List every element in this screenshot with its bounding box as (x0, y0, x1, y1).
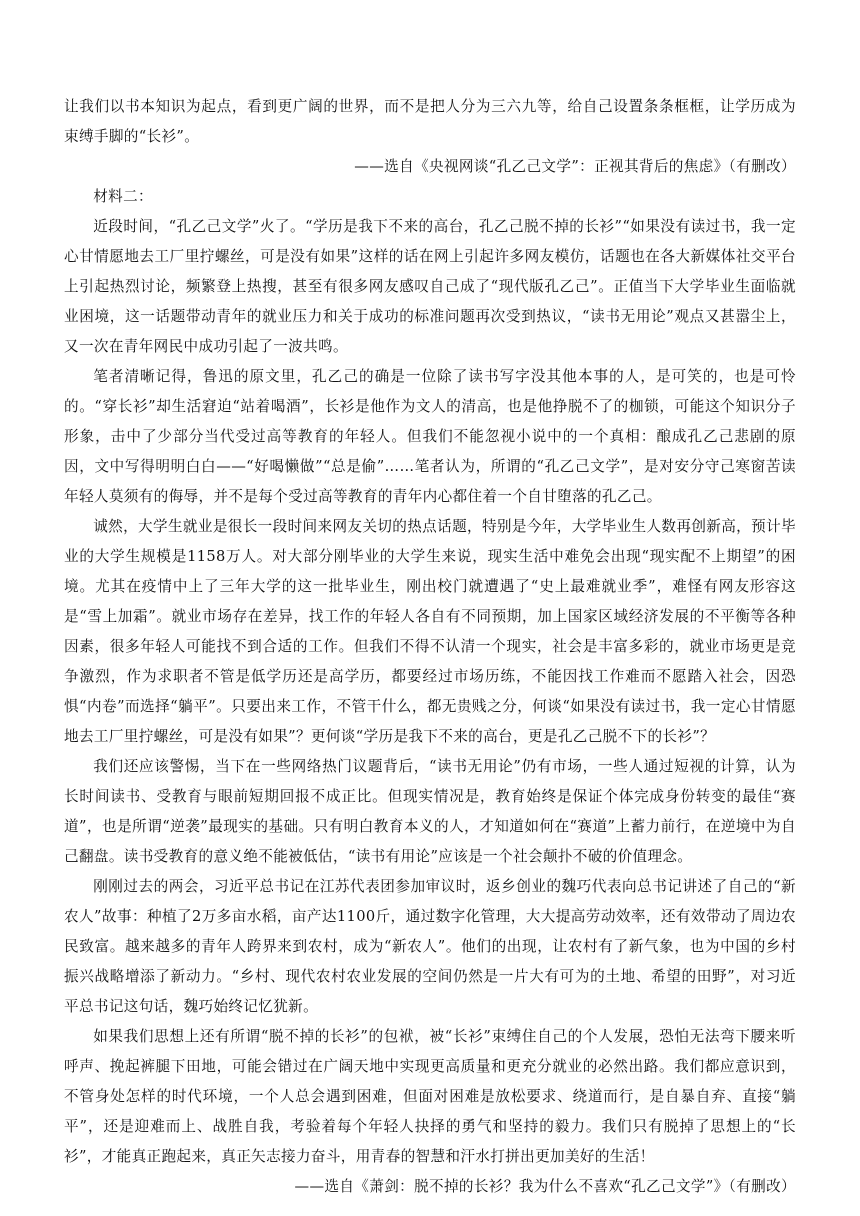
body-paragraph-3: 诚然，大学生就业是很长一段时间来网友关切的热点话题，特别是今年，大学毕业生人数再创新高，预计毕业的大学生规模是1158万人。对大部分刚毕业的大学生来说，现实生活中难免会出现“现实配不上期望”的困境。尤其在疫情中上了三年大学的这一批毕业生，刚出校门就遭遇了“史上最难就业季”，难怪有网友形容这是“雪上加霜”。就业市场存在差异，找工作的年轻人各自有不同预期，加上国家区域经济发展的不平衡等各种因素，很多年轻人可能找不到合适的工作。但我们不得不认清一个现实，社会是丰富多彩的，就业市场更是竞争激烈，作为求职者不管是低学历还是高学历，都要经过市场历练，不能因找工作难而不愿踏入社会，因恐惧“内卷”而选择“躺平”。只要出来工作，不管干什么，都无贵贱之分，何谈“如果没有读过书，我一定心甘情愿地去工厂里拧螺丝，可是没有如果”？更何谈“学历是我下不来的高台，更是孔乙己脱不下的长衫”？ (64, 518, 796, 745)
body-paragraph-5: 刚刚过去的两会，习近平总书记在江苏代表团参加审议时，返乡创业的魏巧代表向总书记讲述了自己的“新农人”故事：种植了2万多亩水稻，亩产达1100斤，通过数字化管理，大大提高劳动效率，还有效带动了周边农民致富。越来越多的青年人跨界来到农村，成为“新农人”。他们的出现，让农村有了新气象，也为中国的乡村振兴战略增添了新动力。“乡村、现代农村农业发展的空间仍然是一片大有可为的土地、希望的田野”，对习近平总书记这句话，魏巧始终记忆犹新。 (64, 878, 796, 1015)
body-paragraph-2: 笔者清晰记得，鲁迅的原文里，孔乙己的确是一位除了读书写字没其他本事的人，是可笑的，也是可怜的。“穿长衫”却生活窘迫“站着喝酒”，长衫是他作为文人的清高，也是他挣脱不了的枷锁，可能这个知识分子形象，击中了少部分当代受过高等教育的年轻人。但我们不能忽视小说中的一个真相：酿成孔乙己悲剧的原因，文中写得明明白白——“好喝懒做”“总是偷”……笔者认为，所谓的“孔乙己文学”，是对安分守己寒窗苦读年轻人莫须有的侮辱，并不是每个受过高等教育的青年内心都住着一个自甘堕落的孔乙己。 (64, 368, 796, 505)
source-citation-1: ——选自《央视网谈“孔乙己文学”：正视其背后的焦虑》（有删改） (354, 158, 796, 175)
body-paragraph-6: 如果我们思想上还有所谓“脱不掉的长衫”的包袱，被“长衫”束缚住自己的个人发展，恐怕无法弯下腰来听呼声、挽起裤腿下田地，可能会错过在广阔天地中实现更高质量和更充分就业的必然出路。我们都应意识到，不管身处怎样的时代环境，一个人总会遇到困难，但面对困难是放松要求、绕道而行，是自暴自弃、直接“躺平”，还是迎难而上、战胜自我，考验着每个年轻人抉择的勇气和坚持的毅力。我们只有脱掉了思想上的“长衫”，才能真正跑起来，真正矢志接力奋斗，用青春的智慧和汗水打拼出更加美好的生活！ (64, 1028, 796, 1165)
body-paragraph-4: 我们还应该警惕，当下在一些网络热门议题背后，“读书无用论”仍有市场，一些人通过短视的计算，认为长时间读书、受教育与眼前短期回报不成正比。但现实情况是，教育始终是保证个体完成身份转变的最佳“赛道”，也是所谓“逆袭”最现实的基础。只有明白教育本义的人，才知道如何在“赛道”上蓄力前行，在逆境中为自己翻盘。读书受教育的意义绝不能被低估，“读书有用论”应该是一个社会颠扑不破的价值理念。 (64, 758, 796, 865)
material1-tail-paragraph: 让我们以书本知识为起点，看到更广阔的世界，而不是把人分为三六九等，给自己设置条条框框，让学历成为束缚手脚的“长衫”。 (64, 98, 796, 145)
body-paragraph-1: 近段时间，“孔乙己文学”火了。“学历是我下不来的高台，孔乙己脱不掉的长衫”“如果没有读过书，我一定心甘情愿地去工厂里拧螺丝，可是没有如果”这样的话在网上引起许多网友模仿，话题也在各大新媒体社交平台上引起热烈讨论，频繁登上热搜，甚至有很多网友感叹自己成了“现代版孔乙己”。正值当下大学毕业生面临就业困境，这一话题带动青年的就业压力和关于成功的标准问题再次受到热议，“读书无用论”观点又甚嚣尘上，又一次在青年网民中成功引起了一波共鸣。 (64, 218, 796, 355)
material2-heading: 材料二： (93, 188, 153, 205)
source-citation-2: ——选自《萧剑：脱不掉的长衫？我为什么不喜欢“孔乙己文学”》（有删改） (294, 1178, 796, 1195)
document-page (64, 92, 796, 1202)
